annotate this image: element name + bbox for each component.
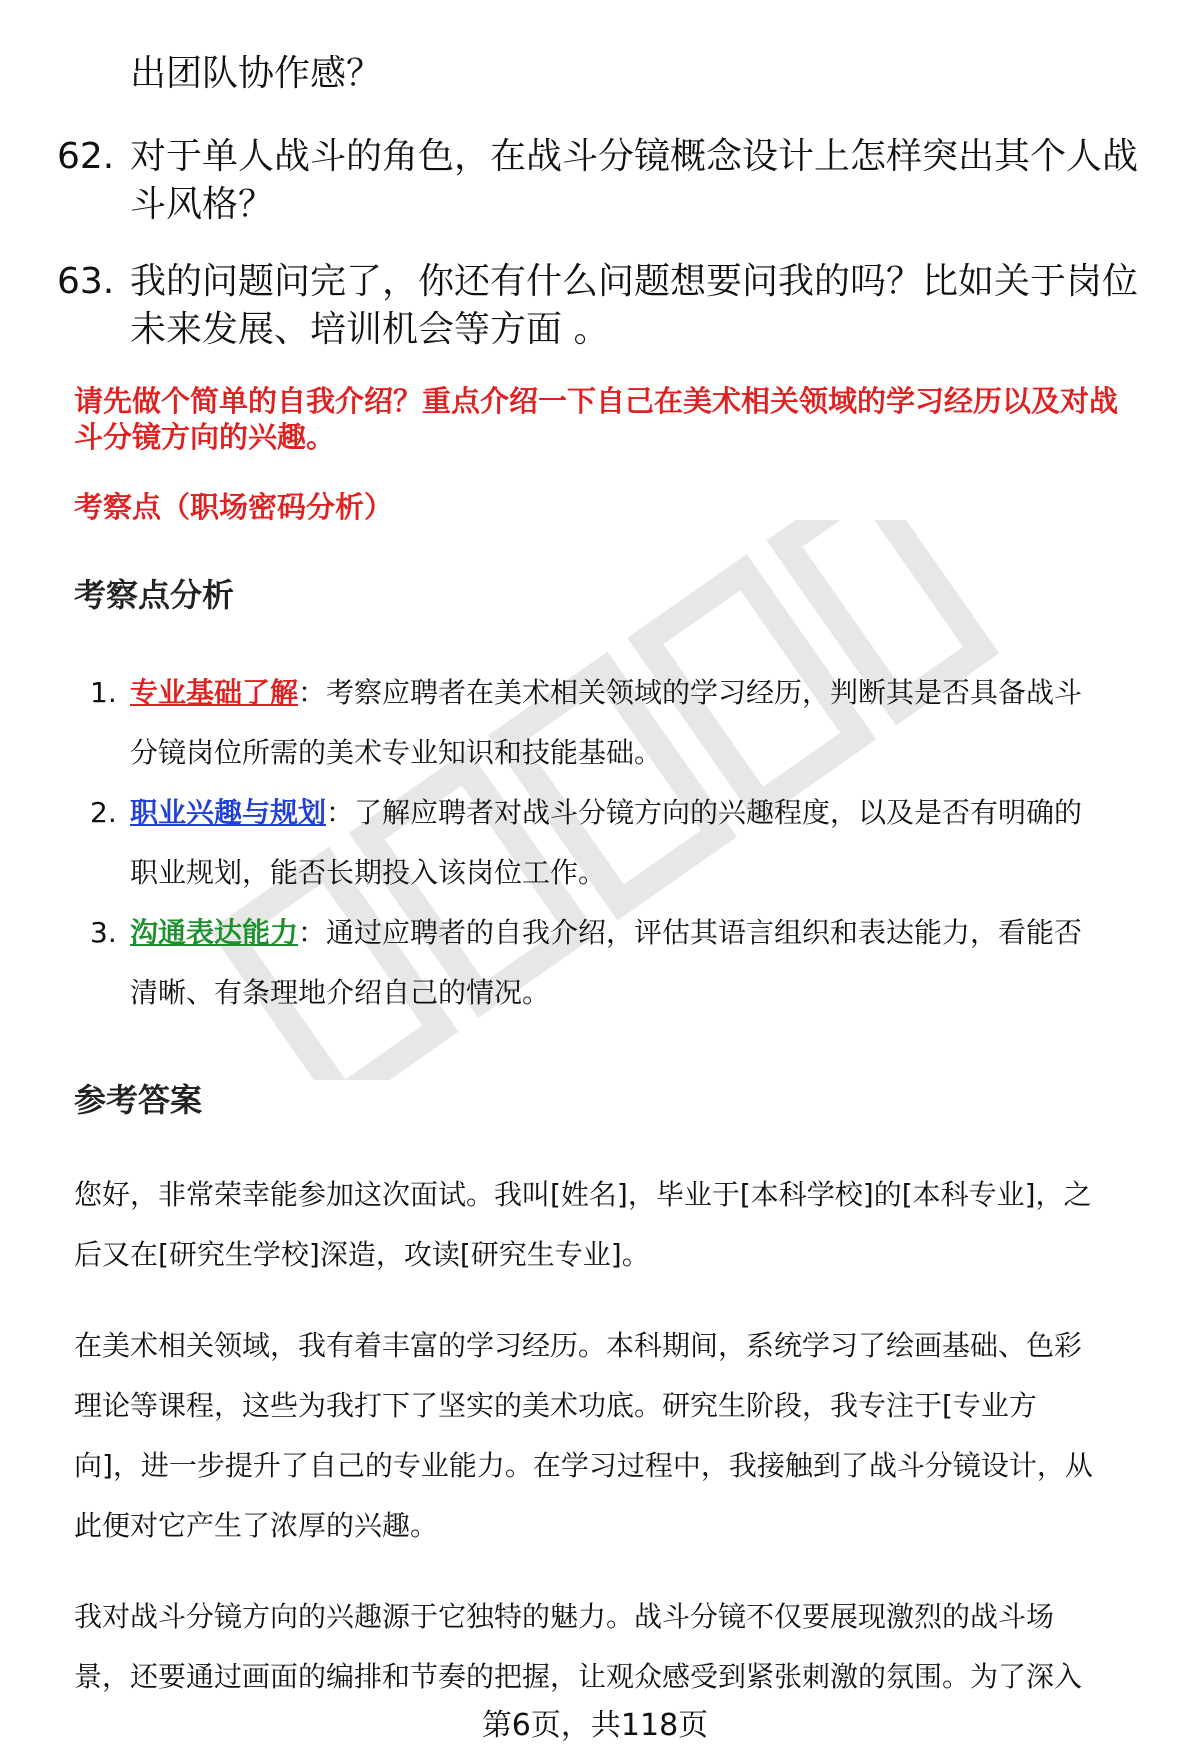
item-text: 考察应聘者在美术相关领域的学习经历，判断其是否具备战斗: [326, 676, 1083, 709]
paragraph-line: 后又在[研究生学校]深造，攻读[研究生专业]。: [74, 1238, 650, 1271]
question-line: 斗风格？: [130, 184, 275, 225]
answer-paragraph: [74, 1165, 1174, 1285]
analysis-item: [90, 663, 1170, 783]
paragraph-line: 此便对它产生了浓厚的兴趣。: [74, 1509, 439, 1542]
analysis-item: [90, 903, 1170, 1023]
item-number: 1.: [90, 676, 117, 709]
question-number: 62.: [57, 136, 115, 177]
item-key: 沟通表达能力: [130, 916, 299, 949]
item-text: 了解应聘者对战斗分镜方向的兴趣程度，以及是否有明确的: [354, 796, 1083, 829]
question-line: 我的问题问完了，你还有什么问题想要问我的吗？比如关于岗位: [130, 261, 1139, 302]
analysis-heading: 考察点分析: [74, 576, 235, 614]
item-text: 职业规划，能否长期投入该岗位工作。: [130, 856, 607, 889]
paragraph-line: 向]，进一步提升了自己的专业能力。在学习过程中，我接触到了战斗分镜设计，从: [74, 1449, 1093, 1482]
question-61-tail: 出团队协作感？: [130, 53, 383, 94]
item-number: 2.: [90, 796, 117, 829]
exam-point-label: 考察点（职场密码分析）: [74, 490, 394, 524]
paragraph-line: 景，还要通过画面的编排和节奏的把握，让观众感受到紧张刺激的氛围。为了深入: [74, 1660, 1083, 1693]
answer-paragraph: [74, 1587, 1174, 1707]
item-text: 清晰、有条理地介绍自己的情况。: [130, 976, 551, 1009]
item-sep: ：: [298, 676, 327, 709]
highlight-question: [74, 383, 1164, 455]
paragraph-line: 在美术相关领域，我有着丰富的学习经历。本科期间，系统学习了绘画基础、色彩: [74, 1329, 1083, 1362]
item-sep: ：: [298, 916, 327, 949]
question-63: [57, 258, 1170, 354]
item-sep: ：: [326, 796, 355, 829]
highlight-question-line: 斗分镜方向的兴趣。: [74, 420, 336, 454]
question-62: [57, 133, 1170, 229]
question-line: 未来发展、培训机会等方面 。: [130, 309, 610, 350]
analysis-item: [90, 783, 1170, 903]
item-key: 专业基础了解: [130, 676, 299, 709]
question-line: 对于单人战斗的角色，在战斗分镜概念设计上怎样突出其个人战: [130, 136, 1139, 177]
highlight-question-line: 请先做个简单的自我介绍？重点介绍一下自己在美术相关领域的学习经历以及对战: [74, 384, 1119, 418]
page-footer: 第6页，共118页: [481, 1708, 709, 1743]
paragraph-line: 理论等课程，这些为我打下了坚实的美术功底。研究生阶段，我专注于[专业方: [74, 1389, 1037, 1422]
item-text: 分镜岗位所需的美术专业知识和技能基础。: [130, 736, 663, 769]
paragraph-line: 您好，非常荣幸能参加这次面试。我叫[姓名]，毕业于[本科学校]的[本科专业]，之: [74, 1178, 1092, 1211]
question-number: 63.: [57, 261, 115, 302]
answer-heading: 参考答案: [74, 1081, 203, 1119]
answer-paragraph: [74, 1316, 1174, 1556]
paragraph-line: 我对战斗分镜方向的兴趣源于它独特的魅力。战斗分镜不仅要展现激烈的战斗场: [74, 1600, 1055, 1633]
item-text: 通过应聘者的自我介绍，评估其语言组织和表达能力，看能否: [326, 916, 1083, 949]
item-number: 3.: [90, 916, 117, 949]
item-key: 职业兴趣与规划: [130, 796, 327, 829]
